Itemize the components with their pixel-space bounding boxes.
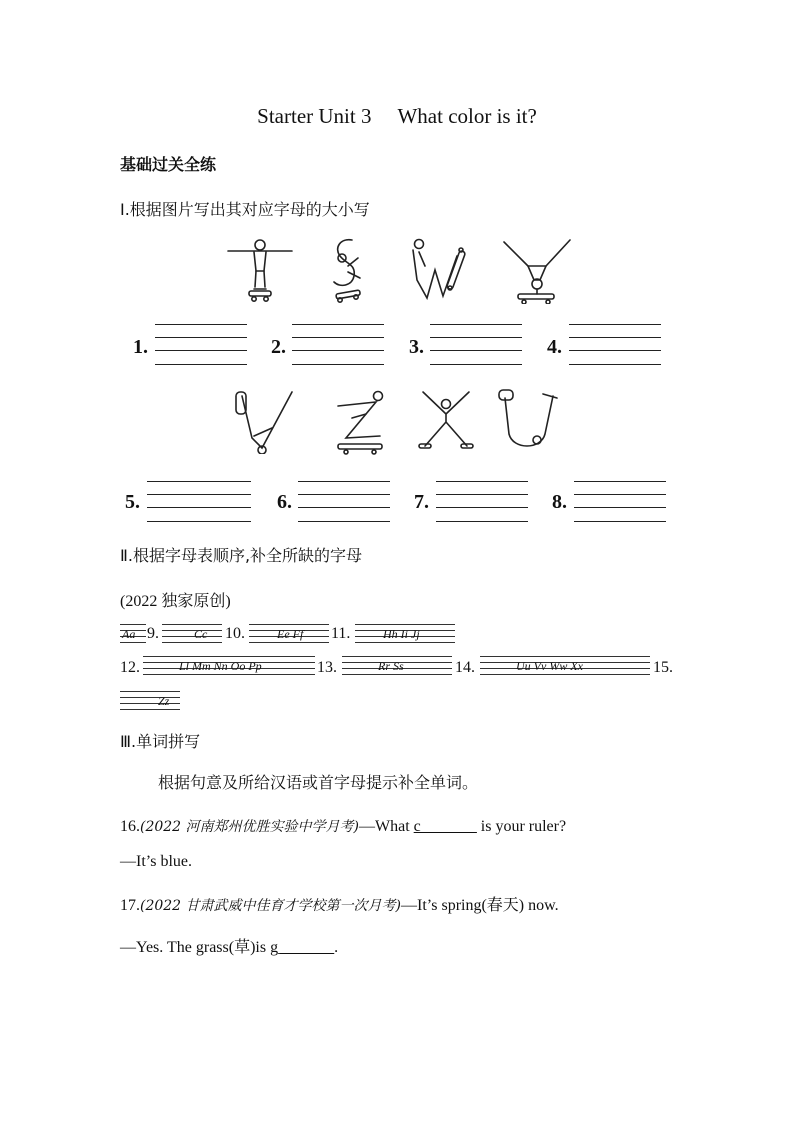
writing-lines-1[interactable] [155, 324, 247, 366]
label-10: 10. [225, 625, 245, 642]
title-part1: Starter Unit 3 [257, 104, 372, 128]
letters-strip-ll-pp[interactable] [143, 656, 315, 676]
skater-letter-y-figure [500, 236, 574, 304]
item-number-7: 7. [414, 491, 429, 513]
item-number-8: 8. [552, 491, 567, 513]
q16-answer-line: —It’s blue. [120, 853, 192, 870]
writing-lines-3[interactable] [430, 324, 522, 366]
skater-letter-t-figure [225, 237, 295, 303]
writing-lines-5[interactable] [147, 481, 251, 523]
section1-heading: Ⅰ.根据图片写出其对应字母的大小写 [120, 200, 370, 219]
item-number-4: 4. [547, 336, 562, 358]
q17-number: 17. [120, 897, 140, 914]
letters-strip-cc[interactable] [162, 624, 222, 644]
item-number-2: 2. [271, 336, 286, 358]
label-11: 11. [331, 625, 351, 642]
skater-letter-z-figure [332, 388, 392, 456]
letters-strip-hhiijj[interactable] [355, 624, 455, 644]
item-number-1: 1. [133, 336, 148, 358]
skater-letter-x-figure [417, 388, 475, 454]
letters-strip-aa [120, 624, 146, 644]
title-part2: What color is it? [397, 104, 537, 128]
q17-line2-before: —Yes. The grass(草)is [120, 939, 271, 956]
letters-strip-rrss[interactable] [342, 656, 452, 676]
skater-letter-u-figure [497, 388, 561, 456]
writing-lines-2[interactable] [292, 324, 384, 366]
label-9: 9. [147, 625, 159, 642]
letters-rrss: Rr Ss [378, 659, 404, 673]
writing-lines-7[interactable] [436, 481, 528, 523]
section2-source: (2022 独家原创) [120, 593, 231, 610]
item-number-6: 6. [277, 491, 292, 513]
q16-text-before: —What [359, 818, 414, 835]
question-16 [120, 816, 566, 836]
item-number-3: 3. [409, 336, 424, 358]
label-12: 12. [120, 659, 140, 676]
question-17 [120, 892, 559, 915]
section3-instruction: 根据句意及所给汉语或首字母提示补全单词。 [158, 773, 479, 792]
letters-zz: Zz [158, 694, 170, 708]
letters-ll-pp: Ll Mm Nn Oo Pp [179, 659, 262, 673]
writing-lines-4[interactable] [569, 324, 661, 366]
q17-text: —It’s spring(春天) now. [401, 897, 559, 914]
page-title [0, 104, 794, 129]
skater-letter-s-figure [322, 236, 372, 304]
section-main-heading: 基础过关全练 [120, 155, 217, 174]
q17-source: (2022 甘肃武威中佳育才学校第一次月考) [140, 898, 402, 914]
q16-text-after: is your ruler? [476, 818, 567, 835]
label-13: 13. [317, 659, 337, 676]
writing-lines-8[interactable] [574, 481, 666, 523]
q16-blank[interactable]: c_______ [413, 818, 477, 835]
writing-lines-6[interactable] [298, 481, 390, 523]
letters-aa: Aa [122, 627, 136, 641]
letters-strip-uu-xx[interactable] [480, 656, 650, 676]
label-14: 14. [455, 659, 475, 676]
q17-blank[interactable]: g_______ [270, 939, 335, 956]
label-15: 15. [653, 659, 673, 676]
skater-letter-v-figure [232, 388, 298, 454]
q16-number: 16. [120, 818, 140, 835]
letters-strip-zz[interactable] [120, 691, 180, 711]
q17-line2 [120, 934, 338, 957]
letters-uu-xx: Uu Vv Ww Xx [516, 659, 583, 673]
section2-heading: Ⅱ.根据字母表顺序,补全所缺的字母 [120, 546, 363, 565]
letters-eeff: Ee Ff [277, 627, 304, 641]
section3-heading: Ⅲ.单词拼写 [120, 732, 201, 751]
letters-hhiijj: Hh Ii Jj [383, 627, 420, 641]
letters-strip-eeff[interactable] [249, 624, 329, 644]
q16-source: (2022 河南郑州优胜实验中学月考) [140, 819, 360, 835]
letters-cc: Cc [194, 627, 208, 641]
skater-letter-w-figure [405, 236, 471, 302]
q17-line2-after: . [334, 939, 339, 956]
item-number-5: 5. [125, 491, 140, 513]
